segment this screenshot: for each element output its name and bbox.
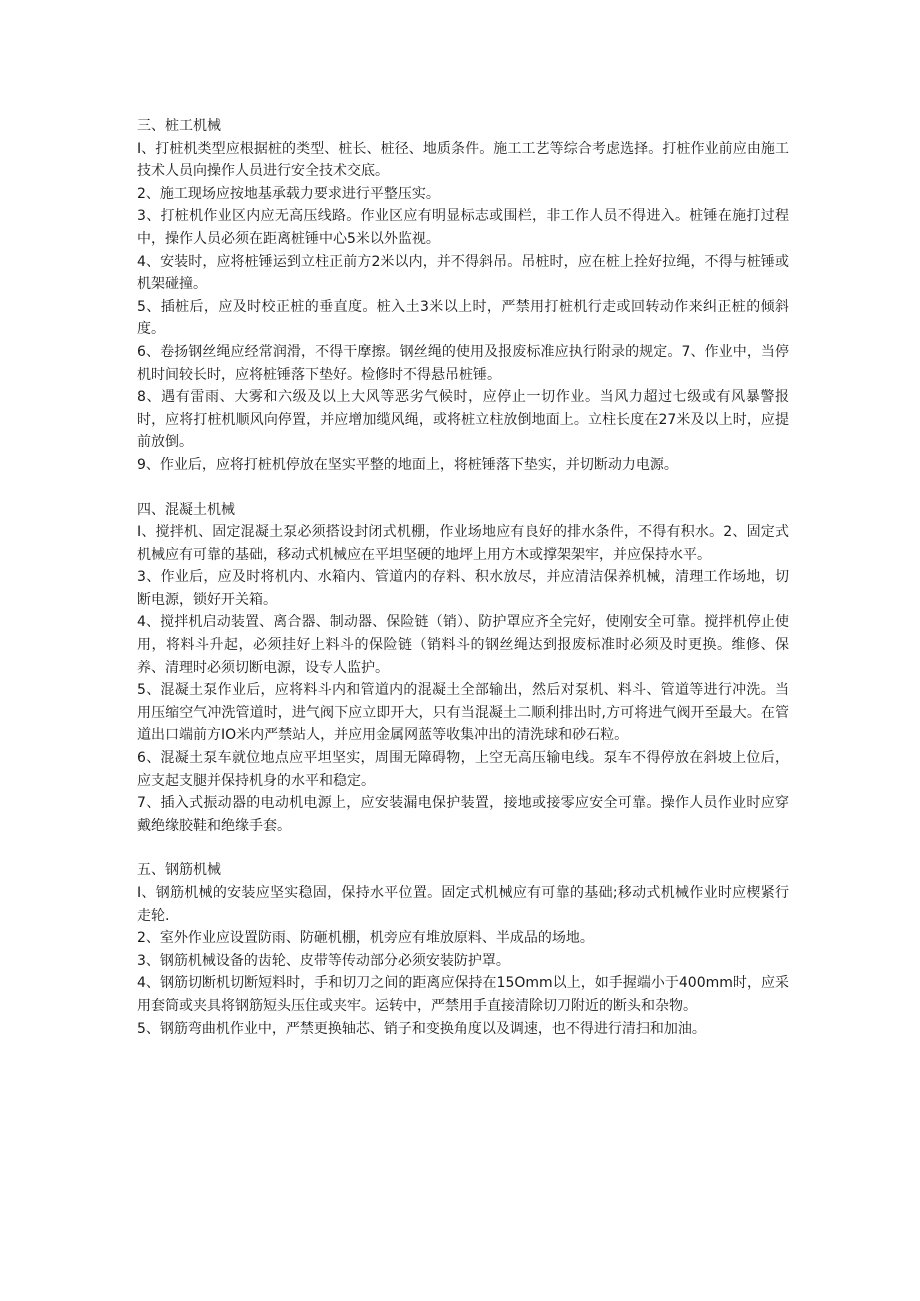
section-pile-machinery <box>137 115 789 477</box>
section-concrete-machinery <box>137 499 789 838</box>
list-item: 3、钢筋机械设备的齿轮、皮带等传动部分必须安装防护罩。 <box>137 952 510 969</box>
list-item: 5、混凝土泵作业后，应将料斗内和管道内的混凝土全部输出，然后对泵机、料斗、管道等进行冲洗。当用压缩空气冲洗管道时，进气阀下应立即开大，只有当混凝土二顺利排出时,方可将进气阀开至最大。在管道出口端前方IO米内严禁站人，并应用金属网蓝等收集冲出的清洗球和砂石粒。 <box>137 682 789 744</box>
list-item: 7、插入式振动器的电动机电源上，应安装漏电保护装置，接地或接零应安全可靠。操作人员作业时应穿戴绝缘胶鞋和绝缘手套。 <box>137 795 789 834</box>
section-rebar-machinery <box>137 859 789 1040</box>
list-item: 4、搅拌机启动装置、离合器、制动器、保险链（销）、防护罩应齐全完好，使刚安全可靠。搅拌机停止使用，将料斗升起，必须挂好上料斗的保险链（销料斗的钢丝绳达到报废标准时必须及时更换。维修、保养、清理时必须切断电源，设专人监护。 <box>137 614 789 676</box>
list-item: 3、打桩机作业区内应无高压线路。作业区应有明显标志或围栏，非工作人员不得进入。桩锤在施打过程中，操作人员必须在距离桩锤中心5米以外监视。 <box>137 208 789 247</box>
list-item: I、打桩机类型应根据桩的类型、桩长、桩径、地质条件。施工工艺等综合考虑选择。打桩作业前应由施工技术人员向操作人员进行安全技术交底。 <box>137 140 789 180</box>
list-item: 9、作业后，应将打桩机停放在坚实平整的地面上，将桩锤落下垫实，并切断动力电源。 <box>137 456 678 473</box>
list-item: 4、安装时，应将桩锤运到立柱正前方2米以内，并不得斜吊。吊桩时，应在桩上拴好拉绳，不得与桩锤或机架碰撞。 <box>137 253 789 293</box>
list-item: 6、混凝土泵车就位地点应平坦坚实，周围无障碍物，上空无高压输电线。泵车不得停放在斜坡上位后，应支起支腿并保持机身的水平和稳定。 <box>137 750 789 789</box>
list-item: 2、施工现场应按地基承载力要求进行平整压实。 <box>137 185 440 202</box>
list-item: 8、遇有雷雨、大雾和六级及以上大风等恶劣气候时，应停止一切作业。当风力超过七级或有风暴警报时，应将打桩机顺风向停置，并应增加缆风绳，或将桩立柱放倒地面上。立柱长度在27米及以上时，应提前放倒。 <box>137 389 789 451</box>
list-item: 2、室外作业应设置防雨、防砸机棚，机旁应有堆放原料、半成品的场地。 <box>137 930 594 947</box>
list-item: 6、卷扬钢丝绳应经常润滑，不得干摩擦。钢丝绳的使用及报废标准应执行附录的规定。7、作业中，当停机时间较长时，应将桩锤落下垫好。检修时不得悬吊桩锤。 <box>137 343 789 383</box>
section-title: 三、桩工机械 <box>137 118 221 134</box>
section-title: 五、钢筋机械 <box>137 862 221 879</box>
section-title: 四、混凝土机械 <box>137 501 235 518</box>
list-item: 5、插桩后，应及时校正桩的垂直度。桩入土3米以上时，严禁用打桩机行走或回转动作来纠正桩的倾斜度。 <box>137 298 789 338</box>
list-item: I、钢筋机械的安装应坚实稳固，保持水平位置。固定式机械应有可靠的基础;移动式机械作业时应楔紧行走轮. <box>137 885 789 924</box>
list-item: I、搅拌机、固定混凝土泵必须搭设封闭式机棚，作业场地应有良好的排水条件，不得有积水。2、固定式机械应有可靠的基础，移动式机械应在平坦坚硬的地坪上用方木或撑架架牢，并应保持水平。 <box>137 524 789 563</box>
list-item: 4、钢筋切断机切断短料时，手和切刀之间的距离应保持在15Omm以上，如手握端小于400mm时，应采用套筒或夹具将钢筋短头压住或夹牢。运转中，严禁用手直接清除切刀附近的断头和杂物。 <box>137 975 789 1014</box>
document-page <box>137 115 789 1062</box>
list-item: 3、作业后，应及时将机内、水箱内、管道内的存料、积水放尽，并应清洁保养机械，清理工作场地，切断电源，锁好开关箱。 <box>137 569 789 608</box>
list-item: 5、钢筋弯曲机作业中，严禁更换轴芯、销子和变换角度以及调速，也不得进行清扫和加油。 <box>137 1020 706 1037</box>
